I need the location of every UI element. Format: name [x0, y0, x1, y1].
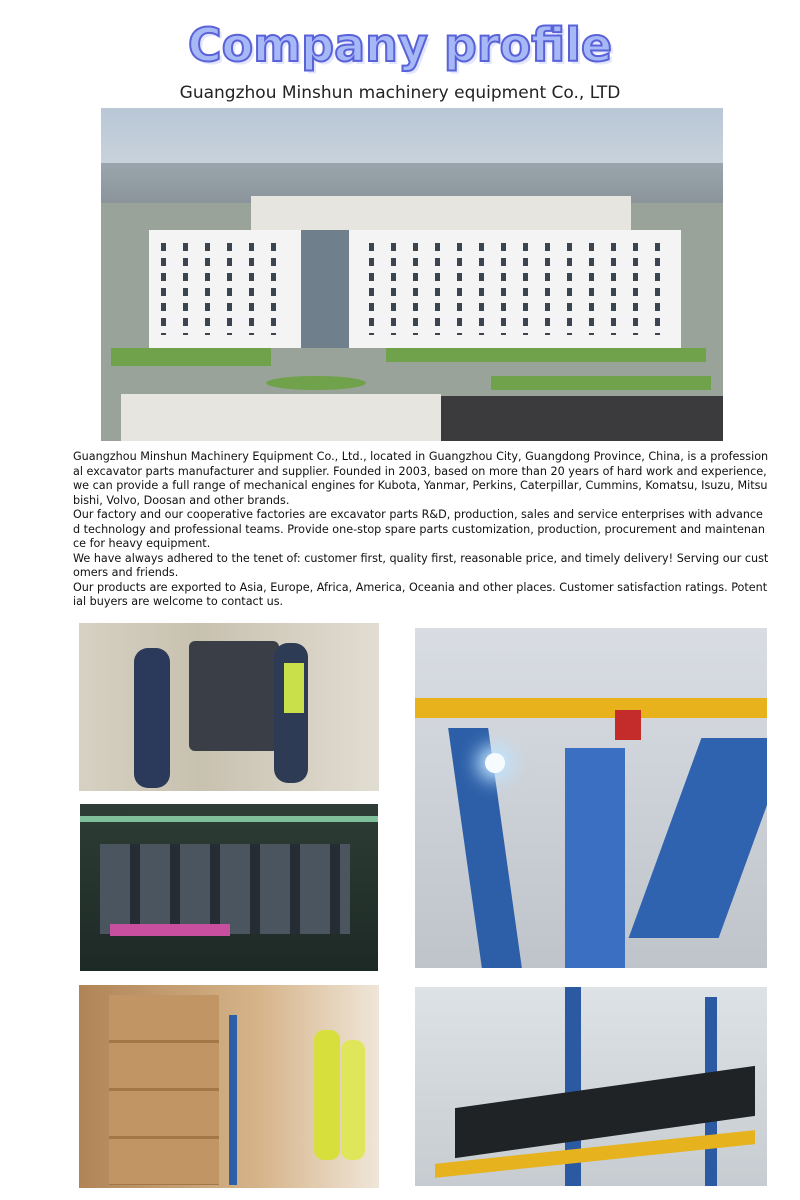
- page-title: Company profile: [187, 18, 613, 72]
- description-paragraph: We have always adhered to the tenet of: customer first, quality first, reasonable price, and timely delivery! Serving our customers and friends.: [73, 551, 769, 579]
- company-description: [73, 450, 770, 610]
- description-paragraph: Our products are exported to Asia, Europe, Africa, America, Oceania and other places. Customer satisfaction ratings. Potential buyers are welcome to contact us.: [73, 580, 768, 608]
- engine-assembly-photo: [79, 623, 379, 791]
- company-name: Guangzhou Minshun machinery equipment Co., LTD: [179, 83, 621, 103]
- warehouse-boxes-photo: [79, 985, 379, 1188]
- description-paragraph: Guangzhou Minshun Machinery Equipment Co., Ltd., located in Guangzhou City, Guangdong Province, China, is a professional excavator parts manufacturer and supplier. Founded in 2003, based on more than 20 years of hard work and experience, we can provide a full range of mechanical engines for Kubota, Yanmar, Perkins, Caterpillar, Cummins, Komatsu, Isuzu, Mitsubishi, Volvo, Doosan and other brands.: [73, 450, 769, 507]
- engine-storage-racks-photo: [80, 804, 378, 971]
- welding-production-line-photo: [415, 628, 767, 968]
- engine-testing-workshop-photo: [415, 987, 767, 1186]
- description-paragraph: Our factory and our cooperative factories are excavator parts R&D, production, sales and service enterprises with advanced technology and professional teams. Provide one-stop spare parts customization, production, procurement and maintenance for heavy equipment.: [73, 508, 765, 550]
- factory-building-photo: [101, 108, 723, 441]
